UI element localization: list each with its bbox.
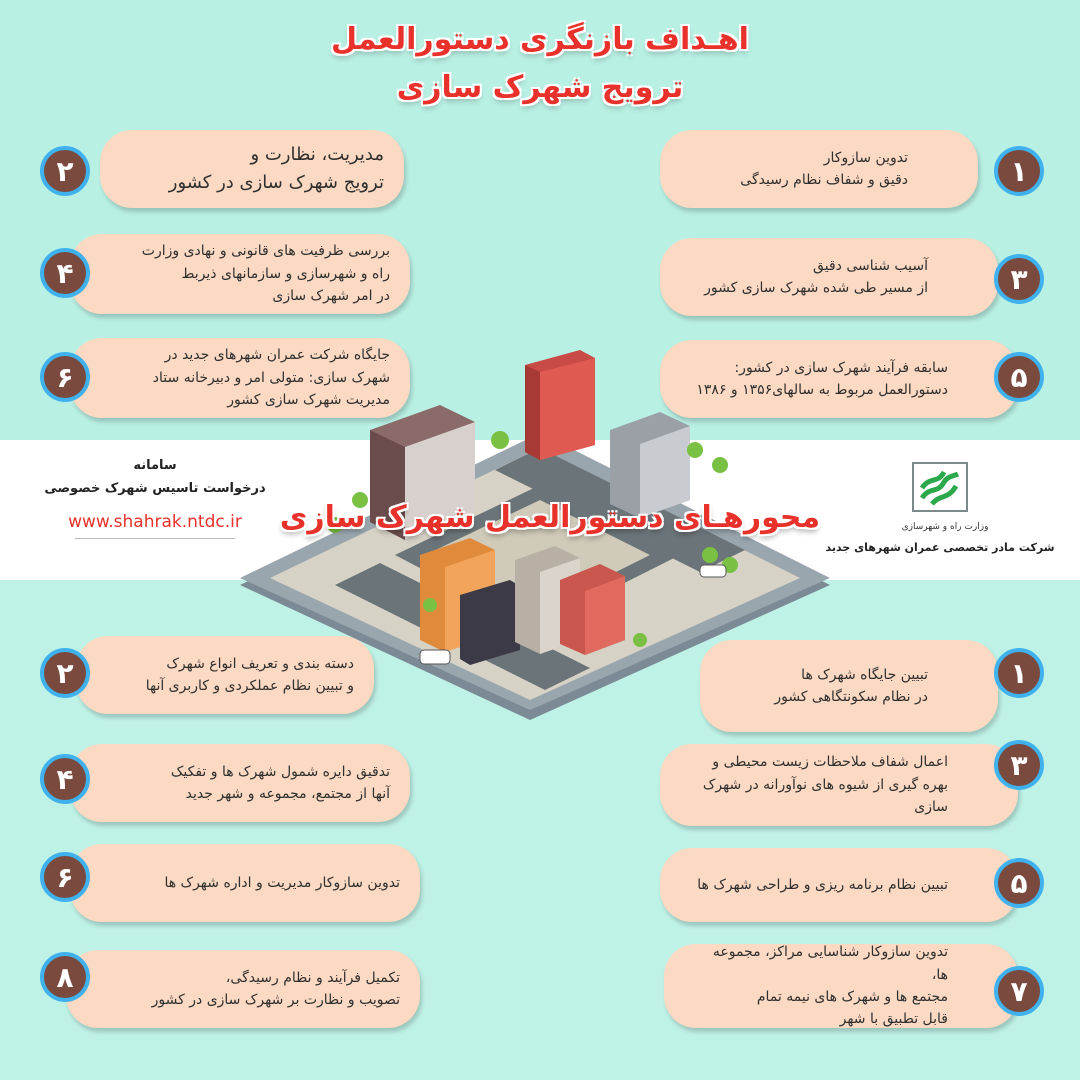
axis-number-1: ۱ bbox=[994, 648, 1044, 698]
goal-number-4: ۴ bbox=[40, 248, 90, 298]
company-logo bbox=[912, 462, 968, 512]
goal-text: تدوین سازوکار دقیق و شفاف نظام رسیدگی bbox=[740, 149, 908, 188]
axis-card-5 bbox=[660, 848, 1018, 922]
goal-text: بررسی ظرفیت های قانونی و نهادی وزارت راه و شهرسازی و سازمانهای ذیربط در امر شهرک سازی bbox=[141, 243, 390, 305]
system-description: درخواست تاسیس شهرک خصوصی bbox=[44, 481, 266, 496]
goal-number-5: ۵ bbox=[994, 352, 1044, 402]
goal-number-6: ۶ bbox=[40, 352, 90, 402]
axis-text: تدقیق دایره شمول شهرک ها و تفکیک آنها از مجتمع، مجموعه و شهر جدید bbox=[170, 763, 390, 802]
goal-card-3 bbox=[660, 238, 998, 316]
axis-number-2: ۲ bbox=[40, 648, 90, 698]
axis-text: دسته بندی و تعریف انواع شهرک و تبیین نظام عملکردی و کاربری آنها bbox=[145, 655, 354, 694]
goal-number-3: ۳ bbox=[994, 254, 1044, 304]
axis-card-2 bbox=[76, 636, 374, 714]
page-title-line1: اهـداف بازنگری دستورالعمل bbox=[331, 22, 749, 57]
axis-card-3 bbox=[660, 744, 1018, 826]
axis-number-5: ۵ bbox=[994, 858, 1044, 908]
axis-text: تبیین جایگاه شهرک ها در نظام سکونتگاهی کشور bbox=[774, 666, 928, 705]
page-title-line2: ترویج شهرک سازی bbox=[396, 70, 684, 105]
axis-number-7: ۷ bbox=[994, 966, 1044, 1016]
goal-card-4 bbox=[70, 234, 410, 314]
axis-card-7 bbox=[664, 944, 1018, 1028]
axes-banner: محورهـای دستورالعمل شهرک سازی bbox=[279, 500, 821, 535]
axis-number-4: ۴ bbox=[40, 754, 90, 804]
axis-number-8: ۸ bbox=[40, 952, 90, 1002]
axis-card-4 bbox=[70, 744, 410, 822]
goal-text: آسیب شناسی دقیق از مسیر طی شده شهرک سازی کشور bbox=[704, 257, 928, 296]
axis-text: اعمال شفاف ملاحظات زیست محیطی و بهره گیری از شیوه های نوآورانه در شهرک سازی bbox=[702, 754, 948, 816]
system-info bbox=[30, 458, 280, 539]
axis-text: تدوین سازوکار مدیریت و اداره شهرک ها bbox=[164, 874, 400, 891]
ministry-name: وزارت راه و شهرسازی bbox=[901, 522, 989, 532]
website-link[interactable]: www.shahrak.ntdc.ir bbox=[68, 512, 242, 532]
axis-text: تکمیل فرآیند و نظام رسیدگی، تصویب و نظارت بر شهرک سازی در کشور bbox=[151, 969, 400, 1008]
axis-number-3: ۳ bbox=[994, 740, 1044, 790]
goal-text: سابقه فرآیند شهرک سازی در کشور: دستورالعمل مربوط به سالهای۱۳۵۶ و ۱۳۸۶ bbox=[696, 359, 948, 398]
axis-text: تبیین نظام برنامه ریزی و طراحی شهرک ها bbox=[697, 876, 948, 893]
axis-number-6: ۶ bbox=[40, 852, 90, 902]
goal-card-2 bbox=[100, 130, 404, 208]
system-label: سامانه bbox=[133, 458, 177, 473]
axis-text: تدوین سازوکار شناسایی مراکز، مجموعه ها، مجتمع ها و شهرک های نیمه تمام قابل تطبیق با شهر bbox=[712, 944, 948, 1028]
goal-number-1: ۱ bbox=[994, 146, 1044, 196]
goal-text: مدیریت، نظارت و ترویج شهرک سازی در کشور bbox=[168, 144, 384, 193]
goal-text: جایگاه شرکت عمران شهرهای جدید در شهرک سازی: متولی امر و دبیرخانه ستاد مدیریت شهرک سازی کشور bbox=[152, 347, 390, 409]
axis-card-1 bbox=[700, 640, 998, 732]
axis-card-6 bbox=[70, 844, 420, 922]
goal-number-2: ۲ bbox=[40, 146, 90, 196]
company-name: شرکت مادر تخصصی عمران شهرهای جدید bbox=[825, 541, 1055, 554]
logo-stripes-icon bbox=[914, 464, 966, 510]
axis-card-8 bbox=[66, 950, 420, 1028]
divider bbox=[75, 538, 235, 539]
goal-card-1 bbox=[660, 130, 978, 208]
